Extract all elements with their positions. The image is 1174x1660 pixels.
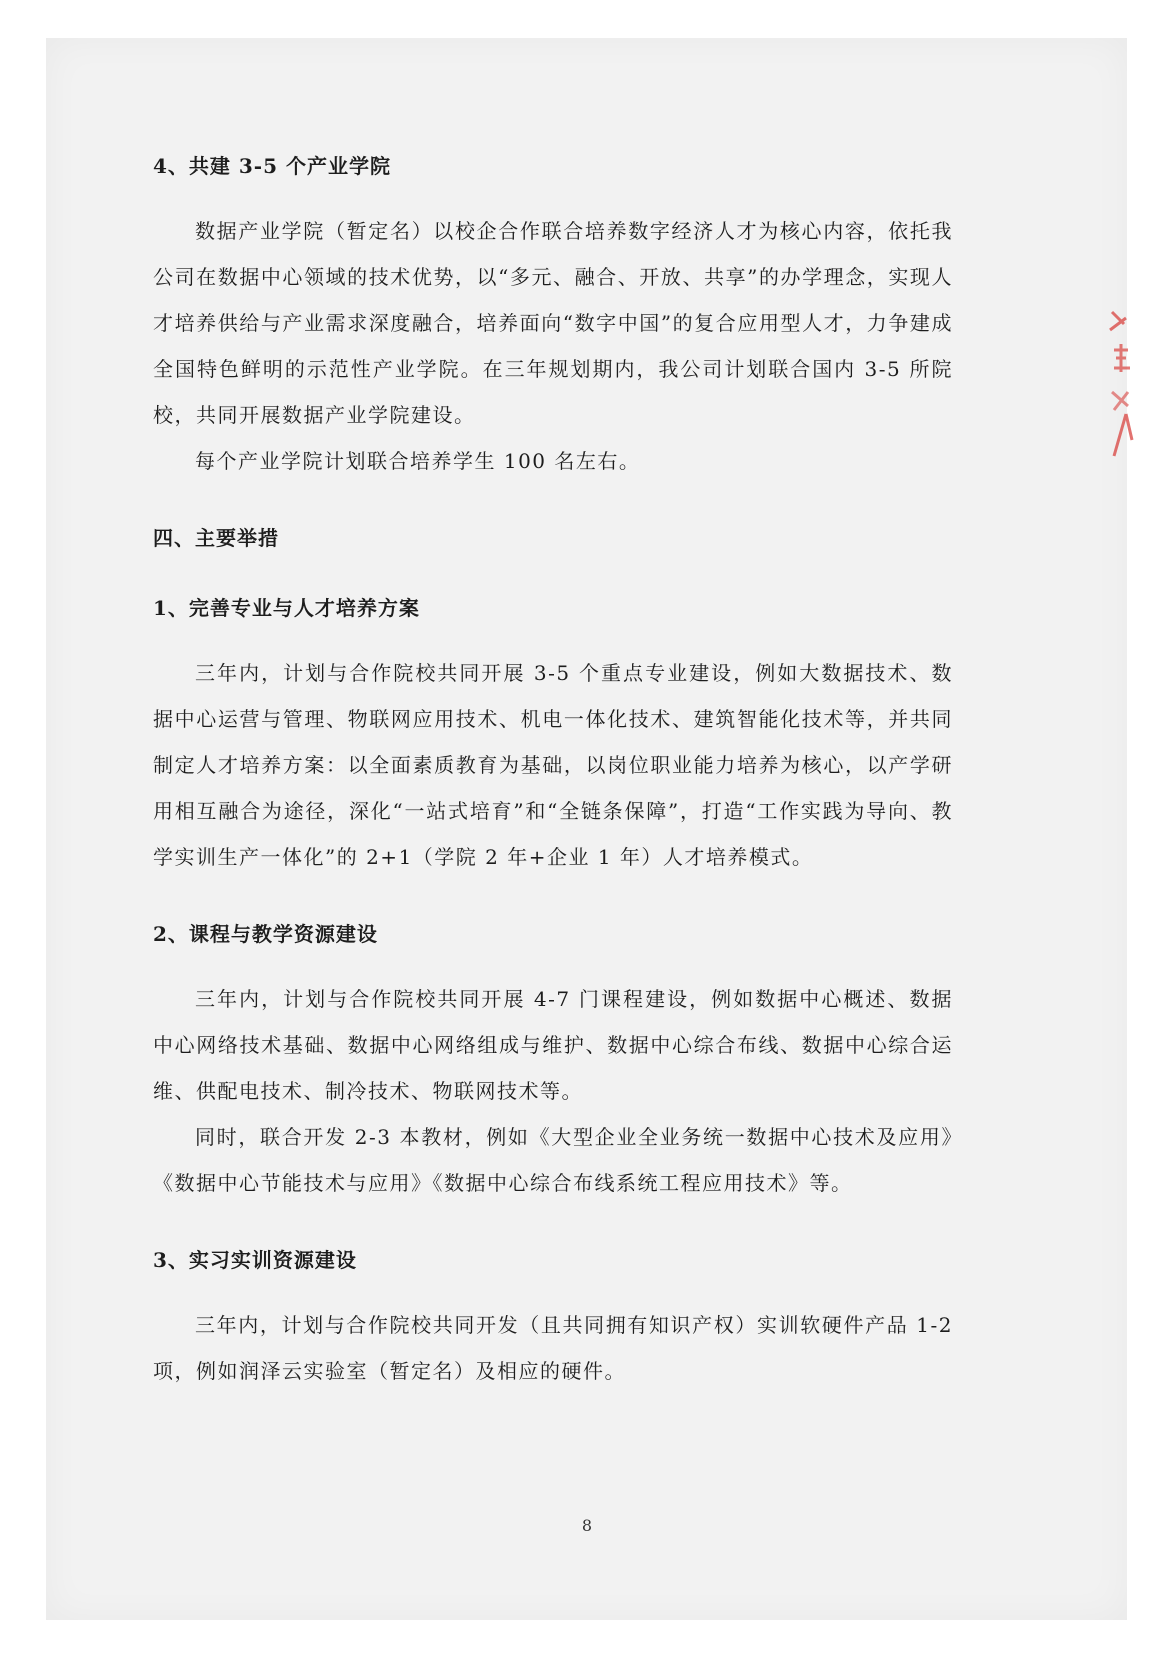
paragraph-talent-program: 三年内，计划与合作院校共同开展 3-5 个重点专业建设，例如大数据技术、数据中心运营与管理、物联网应用技术、机电一体化技术、建筑智能化技术等，并共同制定人才培养方案：以全面素质教育为基础，以岗位职业能力培养为核心，以产学研用相互融合为途径，深化“一站式培育”和“全链条保障”，打造“工作实践为导向、教学实训生产一体化”的 2+1（学院 2 年+企业 1 年）人才培养模式。 (153, 661, 953, 869)
section-heading-main-measures: 四、主要举措 (153, 526, 279, 550)
section-heading-course-resources: 2、课程与教学资源建设 (153, 922, 378, 946)
paragraph-training-products: 三年内，计划与合作院校共同开发（且共同拥有知识产权）实训软硬件产品 1-2 项，例如润泽云实验室（暂定名）及相应的硬件。 (153, 1313, 953, 1383)
paragraph-textbooks: 同时，联合开发 2-3 本教材，例如《大型企业全业务统一数据中心技术及应用》《数据中心节能技术与应用》《数据中心综合布线系统工程应用技术》等。 (153, 1125, 953, 1195)
section-heading-training-resources: 3、实习实训资源建设 (153, 1248, 357, 1272)
paragraph-students-per-college: 每个产业学院计划联合培养学生 100 名左右。 (195, 449, 641, 473)
page-number: 8 (581, 1516, 593, 1535)
red-seal-fragment (1108, 310, 1134, 460)
paragraph-course-building: 三年内，计划与合作院校共同开展 4-7 门课程建设，例如数据中心概述、数据中心网络技术基础、数据中心网络组成与维护、数据中心综合布线、数据中心综合运维、供配电技术、制冷技术、物联网技术等。 (153, 987, 953, 1103)
document-body (153, 150, 953, 1394)
paragraph-industry-college-intro: 数据产业学院（暂定名）以校企合作联合培养数字经济人才为核心内容，依托我公司在数据中心领域的技术优势，以“多元、融合、开放、共享”的办学理念，实现人才培养供给与产业需求深度融合，培养面向“数字中国”的复合应用型人才，力争建成全国特色鲜明的示范性产业学院。在三年规划期内，我公司计划联合国内 3-5 所院校，共同开展数据产业学院建设。 (153, 219, 953, 427)
section-heading-industry-colleges: 4、共建 3-5 个产业学院 (153, 154, 391, 178)
section-heading-talent-program: 1、完善专业与人才培养方案 (153, 596, 420, 620)
